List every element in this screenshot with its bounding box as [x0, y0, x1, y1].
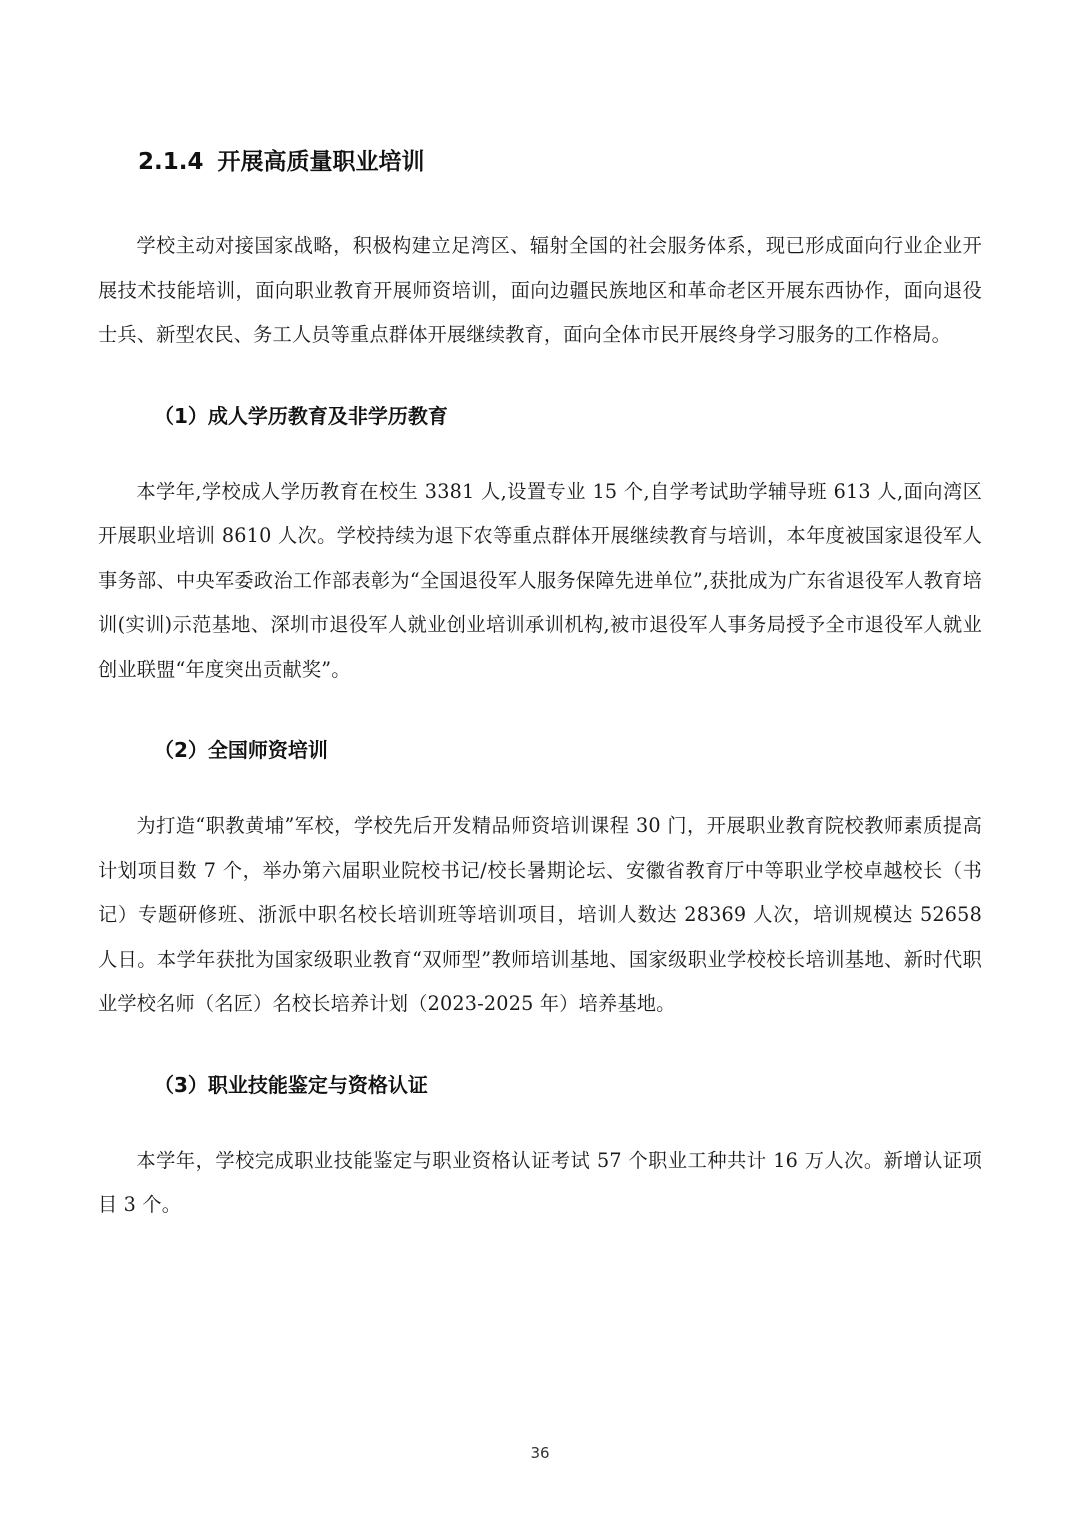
subsection-3-title: （3）职业技能鉴定与资格认证: [154, 1072, 428, 1097]
intro-paragraph: 学校主动对接国家战略，积极构建立足湾区、辐射全国的社会服务体系，现已形成面向行业企业开展技术技能培训，面向职业教育开展师资培训，面向边疆民族地区和革命老区开展东西协作，面向退役士兵、新型农民、务工人员等重点群体开展继续教育，面向全体市民开展终身学习服务的工作格局。: [98, 234, 982, 346]
section-title: 开展高质量职业培训: [217, 149, 425, 175]
subsection-2-title: （2）全国师资培训: [154, 738, 328, 762]
section-number: 2.1.4: [138, 149, 204, 175]
page-number: 36: [530, 1444, 550, 1462]
subsection-3-body: 本学年，学校完成职业技能鉴定与职业资格认证考试 57 个职业工种共计 16 万人次。新增认证项目 3 个。: [98, 1148, 982, 1216]
subsection-1-title: （1）成人学历教育及非学历教育: [154, 403, 448, 428]
page-content: [98, 140, 982, 1228]
subsection-1-body: 本学年,学校成人学历教育在校生 3381 人,设置专业 15 个,自学考试助学辅导班 613 人,面向湾区开展职业培训 8610 人次。学校持续为退下农等重点群体开展继续教育与培训，本年度被国家退役军人事务部、中央军委政治工作部表彰为“全国退役军人服务保障先进单位”,获批成为广东省退役军人教育培训(实训)示范基地、深圳市退役军人就业创业培训承训机构,被市退役军人事务局授予全市退役军人就业创业联盟“年度突出贡献奖”。: [98, 479, 982, 681]
subsection-2-body: 为打造“职教黄埔”军校，学校先后开发精品师资培训课程 30 门，开展职业教育院校教师素质提高计划项目数 7 个，举办第六届职业院校书记/校长暑期论坛、安徽省教育厅中等职业学校卓越校长（书记）专题研修班、浙派中职名校长培训班等培训项目，培训人数达 28369 人次，培训规模达 52658 人日。本学年获批为国家级职业教育“双师型”教师培训基地、国家级职业学校校长培训基地、新时代职业学校名师（名匠）名校长培养计划（2023-2025 年）培养基地。: [98, 814, 982, 1015]
section-heading: [138, 140, 982, 184]
